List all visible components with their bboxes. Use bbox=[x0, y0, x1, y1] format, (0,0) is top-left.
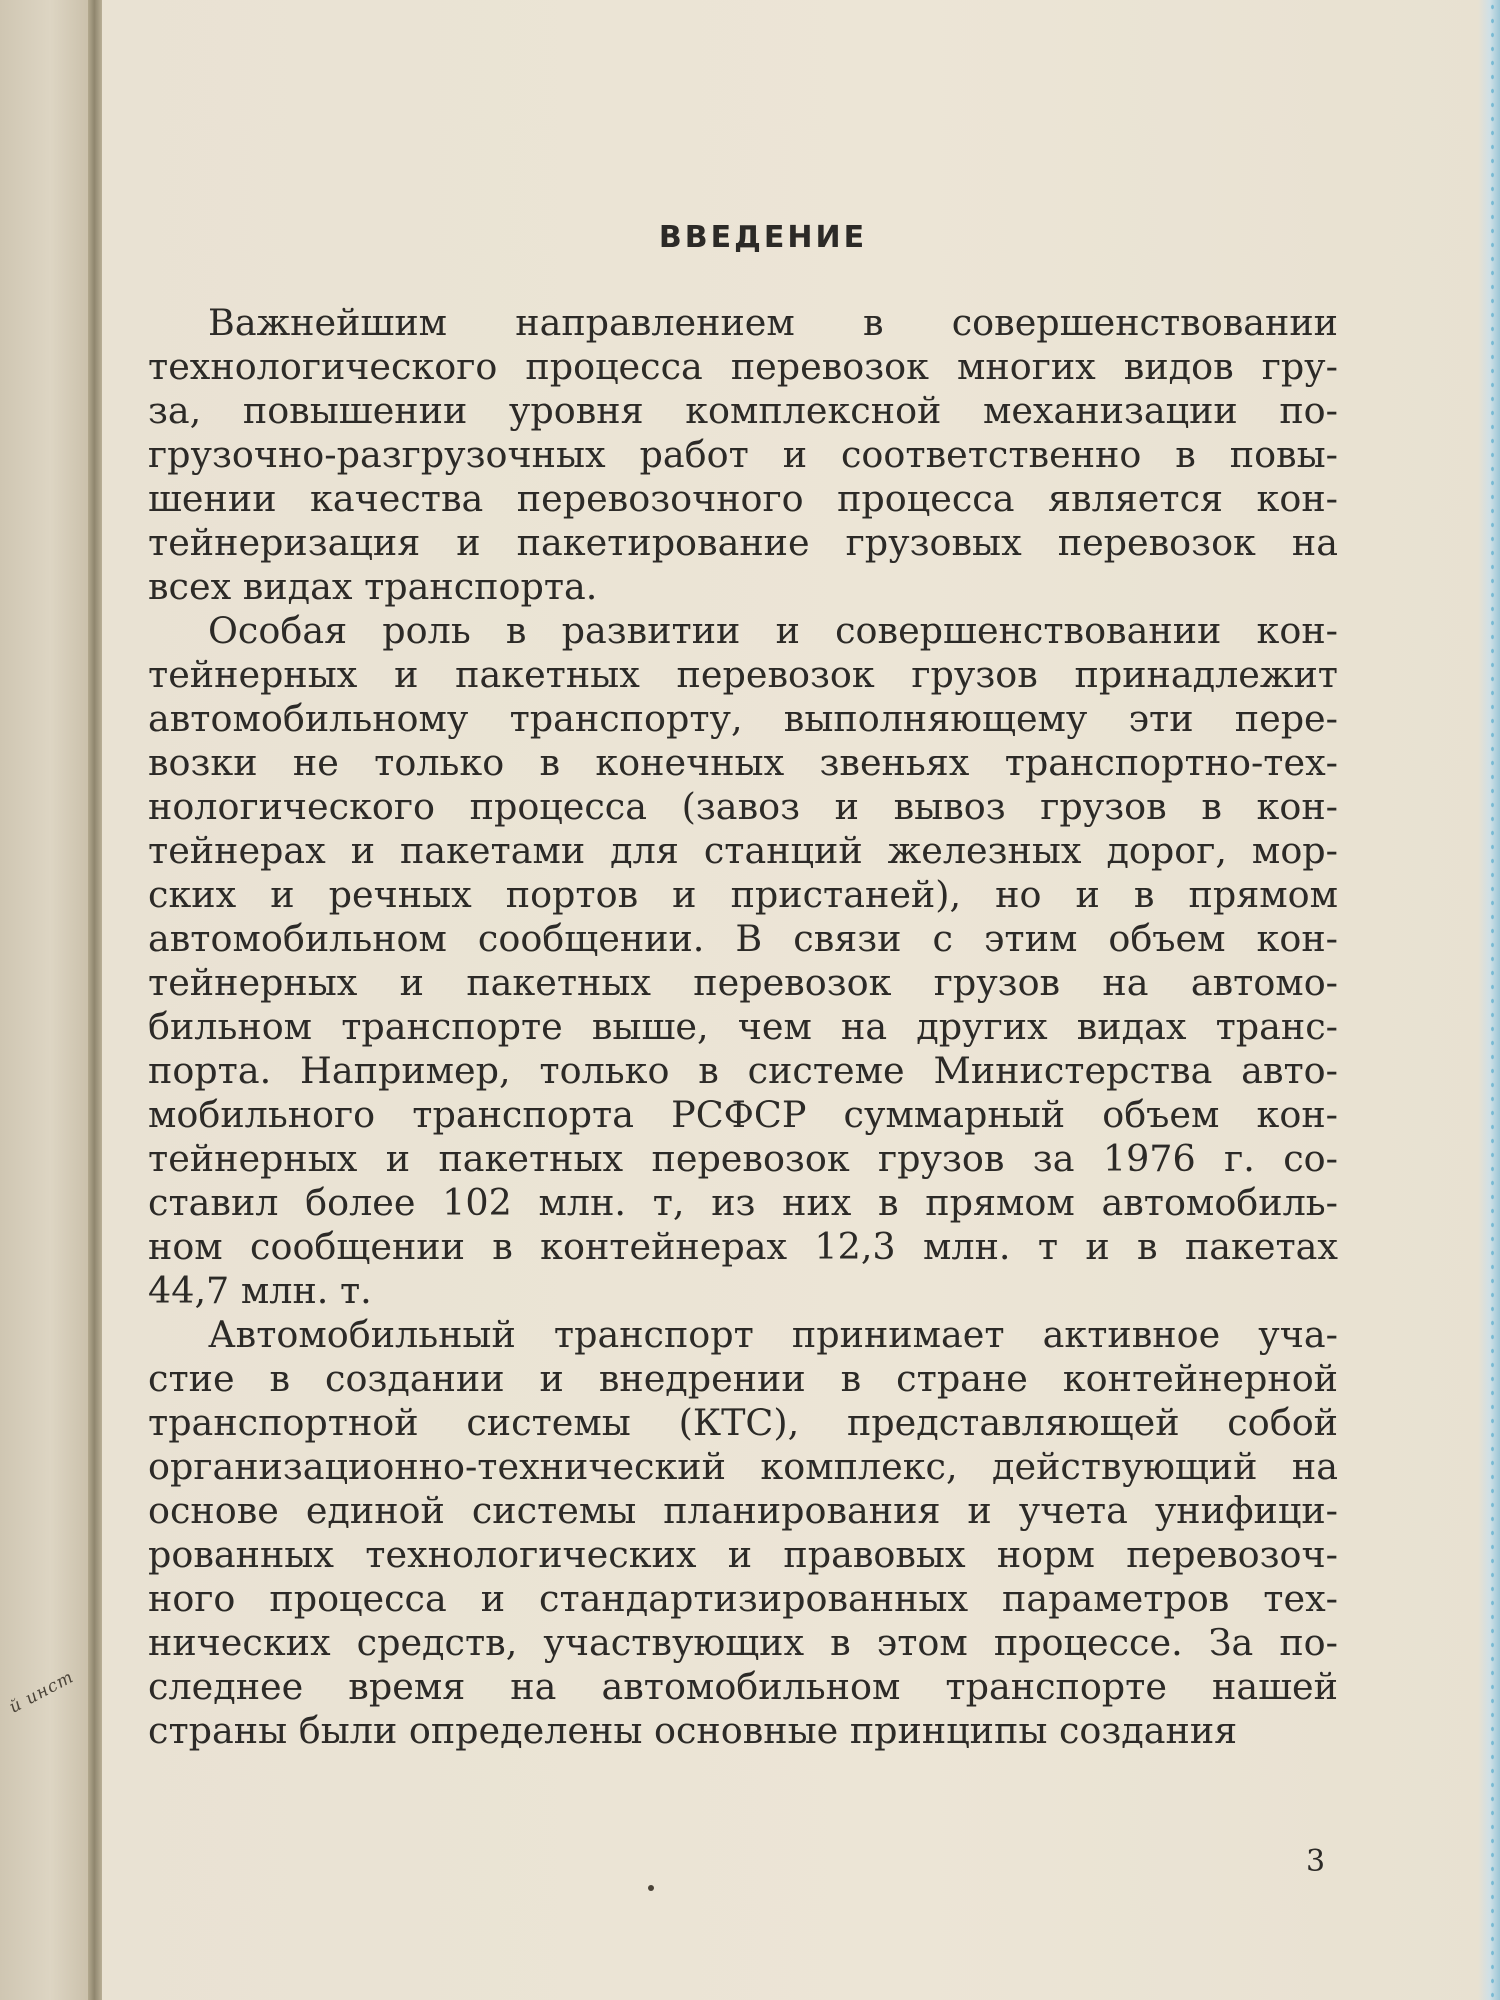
text-line: тейнерных и пакетных перевозок грузов на автомо- bbox=[148, 961, 1338, 1004]
text-line: Автомобильный транспорт принимает активное уча- bbox=[208, 1313, 1338, 1356]
text-line: автомобильном сообщении. В связи с этим объем кон- bbox=[148, 917, 1338, 960]
text-line: рованных технологических и правовых норм перевозоч- bbox=[148, 1533, 1338, 1576]
text-line: Особая роль в развитии и совершенствовании кон- bbox=[208, 609, 1338, 652]
text-line: за, повышении уровня комплексной механизации по- bbox=[148, 389, 1338, 432]
text-line: автомобильному транспорту, выполняющему эти пере- bbox=[148, 697, 1338, 740]
text-line: следнее время на автомобильном транспорте нашей bbox=[148, 1665, 1338, 1708]
text-line: шении качества перевозочного процесса является кон- bbox=[148, 477, 1338, 520]
text-line: основе единой системы планирования и учета унифици- bbox=[148, 1489, 1338, 1532]
text-line: транспортной системы (КТС), представляющей собой bbox=[148, 1401, 1338, 1444]
margin-note: й инст bbox=[6, 1667, 78, 1718]
text-line: тейнерах и пакетами для станций железных дорог, мор- bbox=[148, 829, 1338, 872]
text-line: тейнеризация и пакетирование грузовых перевозок на bbox=[148, 521, 1338, 564]
book-gutter bbox=[88, 0, 102, 2000]
edge-dot-pattern bbox=[1488, 0, 1498, 2000]
text-line: ставил более 102 млн. т, из них в прямом автомобиль- bbox=[148, 1181, 1338, 1224]
text-line: порта. Например, только в системе Министерства авто- bbox=[148, 1049, 1338, 1092]
text-line: ном сообщении в контейнерах 12,3 млн. т и в пакетах bbox=[148, 1225, 1338, 1268]
text-line: Важнейшим направлением в совершенствовании bbox=[208, 301, 1338, 344]
page-number: 3 bbox=[1306, 1844, 1326, 1879]
text-line: нологического процесса (завоз и вывоз грузов в кон- bbox=[148, 785, 1338, 828]
text-line: 44,7 млн. т. bbox=[148, 1269, 372, 1312]
text-line: стие в создании и внедрении в стране контейнерной bbox=[148, 1357, 1338, 1400]
text-line: мобильного транспорта РСФСР суммарный объем кон- bbox=[148, 1093, 1338, 1136]
text-line: грузочно-разгрузочных работ и соответственно в повы- bbox=[148, 433, 1338, 476]
text-line: возки не только в конечных звеньях транспортно-тех- bbox=[148, 741, 1338, 784]
page-title: ВВЕДЕНИЕ bbox=[658, 220, 868, 255]
text-line: бильном транспорте выше, чем на других видах транс- bbox=[148, 1005, 1338, 1048]
text-line: тейнерных и пакетных перевозок грузов за 1976 г. со- bbox=[148, 1137, 1338, 1180]
text-line: ного процесса и стандартизированных параметров тех- bbox=[148, 1577, 1338, 1620]
text-page bbox=[148, 210, 1338, 1753]
text-line: всех видах транспорта. bbox=[148, 565, 598, 608]
text-line: технологического процесса перевозок многих видов гру- bbox=[148, 345, 1338, 388]
text-line: тейнерных и пакетных перевозок грузов принадлежит bbox=[148, 653, 1338, 696]
text-line: нических средств, участвующих в этом процессе. За по- bbox=[148, 1621, 1338, 1664]
body-text bbox=[148, 301, 1338, 1753]
text-line: организационно-технический комплекс, действующий на bbox=[148, 1445, 1338, 1488]
text-line: страны были определены основные принципы создания bbox=[148, 1709, 1238, 1752]
dust-speck bbox=[648, 1885, 654, 1891]
text-line: ских и речных портов и пристаней), но и в прямом bbox=[148, 873, 1338, 916]
